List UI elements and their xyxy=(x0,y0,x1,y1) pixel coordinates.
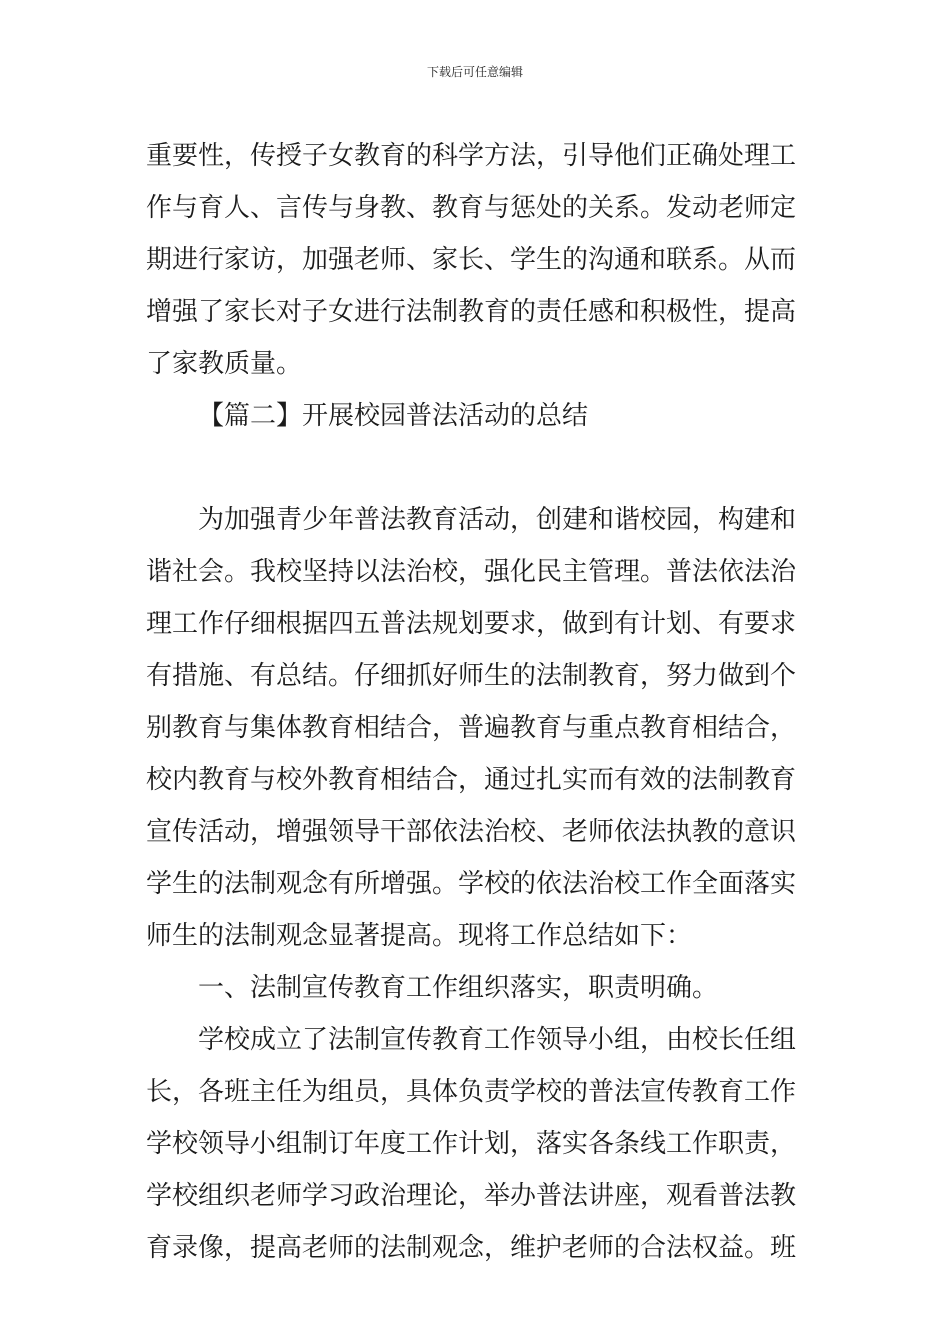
text-line: 期进行家访，加强老师、家长、学生的沟通和联系。从而 xyxy=(146,245,797,275)
text-line: 师生的法制观念显著提高。现将工作总结如下： xyxy=(146,921,693,951)
text-line: 学生的法制观念有所增强。学校的依法治校工作全面落实 xyxy=(146,869,797,899)
text-line: 有措施、有总结。仔细抓好师生的法制教育，努力做到个 xyxy=(146,661,797,691)
text-line: 作与育人、言传与身教、教育与惩处的关系。发动老师定 xyxy=(146,193,797,223)
blank-spacer xyxy=(146,442,806,494)
text-line: 理工作仔细根据四五普法规划要求，做到有计划、有要求 xyxy=(146,609,797,639)
text-line: 别教育与集体教育相结合，普遍教育与重点教育相结合， xyxy=(146,713,797,743)
text-line: 了家教质量。 xyxy=(146,349,303,379)
subsection-heading: 一、法制宣传教育工作组织落实，职责明确。 xyxy=(198,973,719,1003)
text-line: 宣传活动，增强领导干部依法治校、老师依法执教的意识 xyxy=(146,817,797,847)
page-header: 下载后可任意编辑 xyxy=(426,65,523,79)
text-line: 重要性，传授子女教育的科学方法，引导他们正确处理工 xyxy=(146,141,797,171)
text-line: 长，各班主任为组员，具体负责学校的普法宣传教育工作 xyxy=(146,1077,797,1107)
text-line: 学校领导小组制订年度工作计划，落实各条线工作职责， xyxy=(146,1129,797,1159)
section-heading: 【篇二】开展校园普法活动的总结 xyxy=(198,401,589,431)
text-line: 育录像，提高老师的法制观念，维护老师的合法权益。班 xyxy=(146,1233,797,1263)
text-line: 增强了家长对子女进行法制教育的责任感和积极性，提高 xyxy=(146,297,797,327)
text-line: 学校成立了法制宣传教育工作领导小组，由校长任组 xyxy=(198,1025,797,1055)
text-line: 学校组织老师学习政治理论，举办普法讲座，观看普法教 xyxy=(146,1181,797,1211)
text-line: 校内教育与校外教育相结合，通过扎实而有效的法制教育 xyxy=(146,765,797,795)
text-line: 为加强青少年普法教育活动，创建和谐校园，构建和 xyxy=(198,505,797,535)
document-body xyxy=(146,130,806,1274)
text-line: 谐社会。我校坚持以法治校，强化民主管理。普法依法治 xyxy=(146,557,797,587)
